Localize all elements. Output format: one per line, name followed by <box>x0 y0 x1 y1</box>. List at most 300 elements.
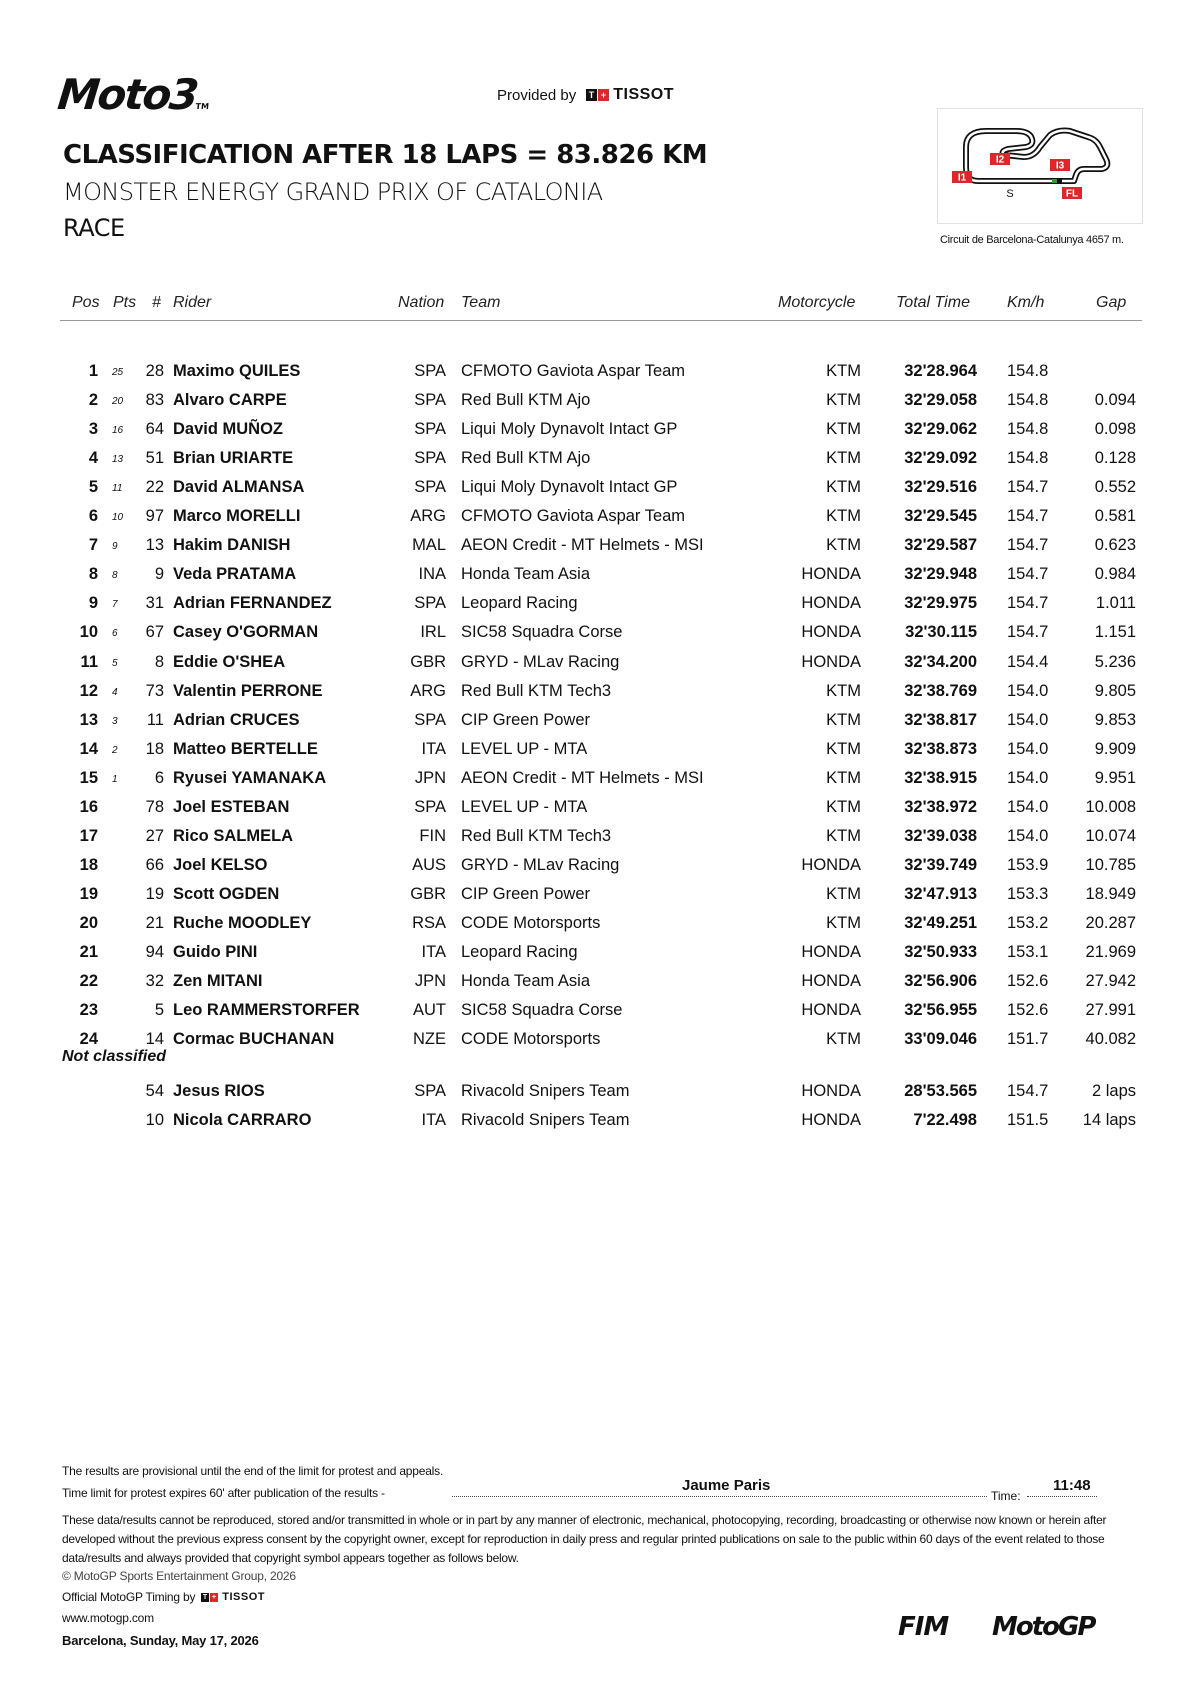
rider-gap: 5.236 <box>1094 652 1136 671</box>
rider-nation: FIN <box>419 826 446 845</box>
protest-limit-note: Time limit for protest expires 60' after publication of the results - <box>62 1486 385 1500</box>
rider-name: Nicola CARRARO <box>173 1111 312 1130</box>
col-gap: Gap <box>1096 294 1127 311</box>
rider-nation: AUT <box>413 1001 446 1020</box>
not-classified-row <box>60 1107 1142 1135</box>
rider-nation: ITA <box>421 1111 446 1130</box>
rider-pos: 15 <box>79 768 98 787</box>
rider-name: Casey O'GORMAN <box>173 623 319 642</box>
rider-speed: 154.8 <box>1007 391 1049 410</box>
rider-pos: 20 <box>79 913 98 932</box>
rider-nation: SPA <box>414 710 446 729</box>
col-rider: Rider <box>173 294 212 311</box>
rider-motorcycle: KTM <box>826 797 861 816</box>
rider-team: Leopard Racing <box>461 943 578 961</box>
rider-number: 31 <box>145 594 164 613</box>
sector-i3-marker <box>1050 159 1070 172</box>
rider-motorcycle: HONDA <box>801 623 861 642</box>
rider-number: 11 <box>146 710 164 729</box>
rider-total-time: 32'38.769 <box>904 681 977 700</box>
rider-gap: 0.623 <box>1094 536 1136 555</box>
svg-text:I3: I3 <box>1055 160 1065 172</box>
rider-gap: 18.949 <box>1085 884 1136 903</box>
rider-points: 25 <box>112 367 124 378</box>
time-label: Time: <box>991 1489 1021 1503</box>
rider-number: 73 <box>145 681 164 700</box>
rider-pos: 2 <box>88 391 98 410</box>
rider-name: Scott OGDEN <box>173 884 280 903</box>
rider-nation: AUS <box>412 855 446 874</box>
rider-team: Liqui Moly Dynavolt Intact GP <box>461 478 678 497</box>
rider-team: Honda Team Asia <box>461 972 591 991</box>
rider-total-time: 32'56.906 <box>904 972 977 991</box>
rider-team: SIC58 Squadra Corse <box>461 623 623 642</box>
table-row <box>60 765 1142 793</box>
rider-gap: 0.098 <box>1094 420 1136 439</box>
col-team: Team <box>461 294 501 311</box>
rider-motorcycle: HONDA <box>801 652 861 671</box>
rider-total-time: 32'38.915 <box>904 768 977 787</box>
rider-motorcycle: KTM <box>826 536 861 555</box>
rider-pos: 14 <box>79 739 98 758</box>
motogp-logo: MotoGP <box>992 1612 1095 1642</box>
rider-pos: 4 <box>88 449 98 468</box>
rider-total-time: 32'39.038 <box>904 826 977 845</box>
rider-team: Red Bull KTM Tech3 <box>461 681 612 700</box>
rider-gap: 0.984 <box>1094 565 1136 584</box>
rider-gap: 1.151 <box>1094 623 1136 642</box>
rider-team: CIP Green Power <box>461 710 591 729</box>
rider-number: 94 <box>145 943 164 961</box>
rider-pos: 17 <box>79 826 98 845</box>
rider-points: 2 <box>112 744 118 756</box>
rider-gap: 14 laps <box>1082 1111 1136 1130</box>
col-nation: Nation <box>398 294 445 311</box>
rider-speed: 154.0 <box>1007 710 1049 729</box>
rider-name: Eddie O'SHEA <box>173 652 286 671</box>
rider-gap: 9.909 <box>1094 739 1136 758</box>
rider-motorcycle: HONDA <box>801 972 861 991</box>
rider-team: Liqui Moly Dynavolt Intact GP <box>461 420 678 439</box>
rider-motorcycle: HONDA <box>801 1111 861 1130</box>
table-row <box>60 532 1142 560</box>
rider-name: Matteo BERTELLE <box>173 739 318 758</box>
signatory-name: Jaume Paris <box>682 1477 771 1494</box>
copyright-line: © MotoGP Sports Entertainment Group, 2026 <box>62 1569 296 1583</box>
rider-motorcycle: HONDA <box>801 594 861 613</box>
rider-team: CFMOTO Gaviota Aspar Team <box>461 362 686 380</box>
rider-number: 22 <box>145 478 164 497</box>
rider-points: 8 <box>112 570 118 582</box>
rider-motorcycle: KTM <box>826 768 861 787</box>
rider-nation: RSA <box>412 913 446 932</box>
rider-number: 18 <box>145 739 164 758</box>
rider-speed: 154.7 <box>1007 478 1049 497</box>
rider-points: 20 <box>112 396 124 408</box>
rider-name: Hakim DANISH <box>173 536 291 555</box>
rider-team: LEVEL UP - MTA <box>461 739 588 758</box>
rider-number: 78 <box>145 797 164 816</box>
rider-motorcycle: KTM <box>826 420 861 439</box>
rider-gap: 0.581 <box>1094 507 1136 526</box>
rider-total-time: 32'38.972 <box>904 797 977 816</box>
rider-speed: 153.2 <box>1007 913 1049 932</box>
rider-total-time: 32'29.545 <box>904 507 977 526</box>
circuit-map-icon <box>938 109 1142 223</box>
not-classified-row <box>60 1078 1142 1106</box>
rider-points: 6 <box>112 628 118 640</box>
rider-total-time: 32'29.058 <box>904 391 977 410</box>
rider-name: Valentin PERRONE <box>173 681 323 700</box>
rider-nation: GBR <box>410 652 446 671</box>
rider-points: 1 <box>112 773 118 785</box>
rider-pos: 22 <box>79 972 98 991</box>
col-num: # <box>152 294 161 311</box>
rider-motorcycle: KTM <box>826 478 861 497</box>
rider-nation: ITA <box>421 943 446 961</box>
rider-nation: ARG <box>410 507 446 526</box>
rider-motorcycle: HONDA <box>801 565 861 584</box>
table-row <box>60 474 1142 502</box>
table-row <box>60 590 1142 618</box>
rider-motorcycle: KTM <box>826 681 861 700</box>
rider-pos: 3 <box>88 420 98 439</box>
rider-nation: SPA <box>414 797 446 816</box>
moto3-logo: Moto3TM <box>55 70 210 119</box>
rider-team: CODE Motorsports <box>461 913 601 932</box>
rider-total-time: 32'49.251 <box>904 913 977 932</box>
signature-line <box>452 1496 987 1497</box>
rider-team: SIC58 Squadra Corse <box>461 1001 623 1020</box>
table-row <box>60 387 1142 415</box>
rider-name: Jesus RIOS <box>173 1082 265 1100</box>
svg-text:I1: I1 <box>957 172 967 184</box>
rider-team: Rivacold Snipers Team <box>461 1111 630 1130</box>
rider-total-time: 32'28.964 <box>904 362 977 380</box>
rider-nation: SPA <box>414 478 446 497</box>
rider-name: Joel KELSO <box>173 855 268 874</box>
rider-pos: 12 <box>79 681 98 700</box>
rider-pos: 10 <box>79 623 98 642</box>
rider-name: Veda PRATAMA <box>173 565 297 584</box>
rider-speed: 154.7 <box>1007 565 1049 584</box>
rider-team: AEON Credit - MT Helmets - MSI <box>461 536 704 555</box>
rider-number: 64 <box>145 420 164 439</box>
time-line <box>1027 1496 1097 1497</box>
rider-gap: 10.008 <box>1085 797 1136 816</box>
sector-i2-marker <box>990 153 1010 166</box>
rider-speed: 154.7 <box>1007 594 1049 613</box>
rider-nation: INA <box>418 565 446 584</box>
rider-speed: 153.9 <box>1007 855 1049 874</box>
copyright-notice: These data/results cannot be reproduced, stored and/or transmitted in whole or in part by any manner of electronic, mechanical, photocopying, recording, broadcasting or otherwise now known or herein after developed without the previous express consent by the copyright owner, except for reproduction in daily press and regular printed publications on sale to the public within 60 days of the event related to those data/results and always provided that copyright symbol appears together as follows below. <box>62 1513 1107 1565</box>
rider-total-time: 32'29.587 <box>904 536 977 555</box>
rider-team: Honda Team Asia <box>461 565 591 584</box>
rider-name: Adrian CRUCES <box>173 710 300 729</box>
rider-name: Marco MORELLI <box>173 507 301 526</box>
rider-points: 9 <box>112 541 118 553</box>
rider-pos: 21 <box>79 943 98 961</box>
rider-name: David ALMANSA <box>173 478 305 497</box>
provided-by <box>497 86 674 104</box>
rider-gap: 0.552 <box>1094 478 1136 497</box>
rider-pos: 23 <box>79 1001 98 1020</box>
rider-motorcycle: HONDA <box>801 943 861 961</box>
rider-total-time: 32'56.955 <box>904 1001 977 1020</box>
rider-name: Ruche MOODLEY <box>173 913 312 932</box>
rider-number: 54 <box>145 1082 164 1100</box>
col-kmh: Km/h <box>1007 294 1045 311</box>
rider-team: CFMOTO Gaviota Aspar Team <box>461 507 686 526</box>
rider-nation: NZE <box>413 1030 446 1049</box>
rider-speed: 154.0 <box>1007 826 1049 845</box>
table-row <box>60 678 1142 706</box>
rider-nation: SPA <box>414 1082 446 1100</box>
rider-number: 51 <box>145 449 164 468</box>
rider-points: 13 <box>112 454 124 466</box>
rider-pos: 18 <box>79 855 98 874</box>
rider-name: Leo RAMMERSTORFER <box>173 1001 360 1020</box>
rider-motorcycle: KTM <box>826 710 861 729</box>
rider-gap: 9.951 <box>1094 768 1136 787</box>
rider-nation: JPN <box>414 972 446 991</box>
rider-gap: 0.128 <box>1094 449 1136 468</box>
rider-team: Red Bull KTM Ajo <box>461 391 591 410</box>
rider-number: 28 <box>145 362 164 380</box>
rider-points: 11 <box>112 483 123 495</box>
rider-total-time: 32'39.749 <box>904 855 977 874</box>
rider-speed: 152.6 <box>1007 972 1049 991</box>
table-row <box>60 445 1142 473</box>
session-name: RACE <box>63 214 125 242</box>
rider-gap: 27.942 <box>1085 972 1136 991</box>
rider-name: Joel ESTEBAN <box>173 797 290 816</box>
rider-gap: 20.287 <box>1085 913 1136 932</box>
rider-pos: 8 <box>88 565 98 584</box>
location-date: Barcelona, Sunday, May 17, 2026 <box>62 1633 259 1648</box>
rider-speed: 153.3 <box>1007 884 1049 903</box>
rider-pos: 19 <box>79 884 98 903</box>
rider-motorcycle: KTM <box>826 1030 861 1049</box>
rider-team: Leopard Racing <box>461 594 578 613</box>
rider-total-time: 32'29.975 <box>904 594 977 613</box>
rider-gap: 0.094 <box>1094 391 1136 410</box>
finish-line-marker <box>1062 187 1082 200</box>
rider-gap: 21.969 <box>1085 943 1136 961</box>
table-row <box>60 619 1142 647</box>
rider-speed: 151.7 <box>1007 1030 1049 1049</box>
rider-total-time: 32'29.062 <box>904 420 977 439</box>
rider-pos: 5 <box>88 478 98 497</box>
col-pts: Pts <box>113 294 137 311</box>
rider-nation: MAL <box>412 536 446 555</box>
rider-speed: 153.1 <box>1007 943 1049 961</box>
rider-motorcycle: KTM <box>826 449 861 468</box>
rider-nation: GBR <box>410 884 446 903</box>
rider-total-time: 32'30.115 <box>905 623 977 642</box>
rider-gap: 2 laps <box>1091 1082 1136 1100</box>
provided-by-label: Provided by <box>497 86 577 104</box>
rider-motorcycle: KTM <box>826 362 861 380</box>
rider-total-time: 32'29.092 <box>904 449 977 468</box>
rider-number: 19 <box>145 884 164 903</box>
svg-text:FL: FL <box>1065 188 1079 200</box>
rider-team: CODE Motorsports <box>461 1030 601 1049</box>
rider-points: 4 <box>112 686 118 698</box>
rider-number: 14 <box>145 1030 164 1049</box>
table-row <box>60 794 1142 822</box>
rider-gap: 40.082 <box>1085 1030 1136 1049</box>
rider-pos: 11 <box>80 652 98 671</box>
rider-name: Rico SALMELA <box>173 826 294 845</box>
rider-nation: SPA <box>414 449 446 468</box>
time-value: 11:48 <box>1053 1477 1091 1494</box>
rider-team: CIP Green Power <box>461 884 591 903</box>
rider-speed: 154.7 <box>1007 1082 1049 1100</box>
rider-nation: ARG <box>410 681 446 700</box>
rider-number: 8 <box>154 652 164 671</box>
rider-gap: 1.011 <box>1095 594 1136 613</box>
rider-motorcycle: KTM <box>826 739 861 758</box>
rider-points: 7 <box>112 599 118 611</box>
rider-pos: 6 <box>88 507 98 526</box>
table-row <box>60 736 1142 764</box>
rider-total-time: 7'22.498 <box>913 1111 977 1130</box>
rider-number: 27 <box>145 826 164 845</box>
rider-speed: 151.5 <box>1007 1111 1049 1130</box>
col-pos: Pos <box>72 294 100 311</box>
rider-name: Zen MITANI <box>173 972 263 991</box>
rider-total-time: 32'29.948 <box>904 565 977 584</box>
rider-total-time: 32'50.933 <box>904 943 977 961</box>
rider-points: 3 <box>112 715 118 727</box>
rider-motorcycle: KTM <box>826 826 861 845</box>
table-header <box>60 288 1142 321</box>
tissot-cross-icon: T + <box>586 89 609 101</box>
rider-name: Ryusei YAMANAKA <box>173 768 327 787</box>
table-row <box>60 881 1142 909</box>
rider-team: LEVEL UP - MTA <box>461 797 588 816</box>
rider-speed: 152.6 <box>1007 1001 1049 1020</box>
rider-motorcycle: HONDA <box>801 1082 861 1100</box>
rider-nation: IRL <box>420 623 446 642</box>
rider-team: GRYD - MLav Racing <box>461 652 620 671</box>
rider-speed: 154.0 <box>1007 768 1049 787</box>
rider-nation: SPA <box>414 420 446 439</box>
fim-logo: FIM <box>898 1612 949 1642</box>
provisional-note: The results are provisional until the end of the limit for protest and appeals. <box>62 1464 444 1478</box>
rider-total-time: 32'38.817 <box>904 710 977 729</box>
rider-total-time: 32'34.200 <box>904 652 977 671</box>
rider-nation: JPN <box>414 768 446 787</box>
rider-speed: 154.8 <box>1007 449 1049 468</box>
table-row <box>60 939 1142 967</box>
rider-number: 9 <box>154 565 164 584</box>
rider-gap: 9.853 <box>1094 710 1136 729</box>
table-row <box>60 1026 1142 1054</box>
rider-name: Alvaro CARPE <box>173 391 287 410</box>
rider-motorcycle: HONDA <box>801 855 861 874</box>
rider-team: GRYD - MLav Racing <box>461 855 620 874</box>
rider-number: 21 <box>145 913 164 932</box>
rider-number: 83 <box>145 391 164 410</box>
table-row <box>60 968 1142 996</box>
rider-number: 13 <box>145 536 164 555</box>
tissot-logo: T + TISSOT <box>586 86 674 104</box>
rider-name: Cormac BUCHANAN <box>173 1030 335 1049</box>
rider-pos: 16 <box>79 797 98 816</box>
rider-total-time: 32'29.516 <box>904 478 977 497</box>
rider-total-time: 33'09.046 <box>904 1030 977 1049</box>
table-row <box>60 358 1142 386</box>
table-row <box>60 649 1142 677</box>
rider-speed: 154.0 <box>1007 681 1049 700</box>
circuit-caption: Circuit de Barcelona-Catalunya 4657 m. <box>940 234 1124 246</box>
rider-name: Adrian FERNANDEZ <box>173 594 332 613</box>
rider-name: Maximo QUILES <box>173 362 301 380</box>
rider-gap: 9.805 <box>1094 681 1136 700</box>
rider-pos: 1 <box>88 362 98 380</box>
rider-total-time: 28'53.565 <box>904 1082 977 1100</box>
col-motorcycle: Motorcycle <box>778 294 856 311</box>
rider-total-time: 32'38.873 <box>904 739 977 758</box>
rider-motorcycle: KTM <box>826 391 861 410</box>
rider-motorcycle: HONDA <box>801 1001 861 1020</box>
rider-speed: 154.4 <box>1007 652 1049 671</box>
rider-pos: 7 <box>88 536 98 555</box>
rider-pos: 13 <box>79 710 98 729</box>
rider-team: Red Bull KTM Ajo <box>461 449 591 468</box>
website-link[interactable]: www.motogp.com <box>62 1611 154 1625</box>
tissot-cross-icon: T + <box>202 1593 217 1601</box>
col-total-time: Total Time <box>896 294 970 311</box>
sector-i1-marker <box>952 171 972 184</box>
rider-nation: SPA <box>414 594 446 613</box>
rider-number: 97 <box>145 507 164 526</box>
rider-number: 10 <box>145 1111 164 1130</box>
rider-speed: 154.0 <box>1007 797 1049 816</box>
rider-speed: 154.7 <box>1007 507 1049 526</box>
rider-team: Red Bull KTM Tech3 <box>461 826 612 845</box>
table-row <box>60 910 1142 938</box>
table-row <box>60 561 1142 589</box>
rider-nation: SPA <box>414 362 446 380</box>
table-row <box>60 416 1142 444</box>
event-name: MONSTER ENERGY GRAND PRIX OF CATALONIA <box>63 178 603 206</box>
rider-number: 32 <box>145 972 164 991</box>
table-row <box>60 997 1142 1025</box>
rider-name: Brian URIARTE <box>173 449 294 468</box>
page-title: CLASSIFICATION AFTER 18 LAPS = 83.826 KM <box>63 140 708 170</box>
table-row <box>60 852 1142 880</box>
rider-motorcycle: KTM <box>826 507 861 526</box>
rider-number: 67 <box>145 623 164 642</box>
rider-motorcycle: KTM <box>826 884 861 903</box>
rider-speed: 154.8 <box>1007 362 1049 380</box>
rider-team: AEON Credit - MT Helmets - MSI <box>461 768 704 787</box>
rider-gap: 27.991 <box>1085 1001 1136 1020</box>
track-map <box>937 108 1143 224</box>
rider-motorcycle: KTM <box>826 913 861 932</box>
rider-pos: 24 <box>79 1030 98 1049</box>
table-row <box>60 707 1142 735</box>
table-row <box>60 503 1142 531</box>
rider-name: David MUÑOZ <box>173 420 284 439</box>
tissot-logo-small: T + TISSOT <box>202 1591 266 1603</box>
rider-name: Guido PINI <box>173 943 258 961</box>
rider-number: 5 <box>154 1001 164 1020</box>
official-timing: Official MotoGP Timing by T + TISSOT <box>62 1590 266 1604</box>
